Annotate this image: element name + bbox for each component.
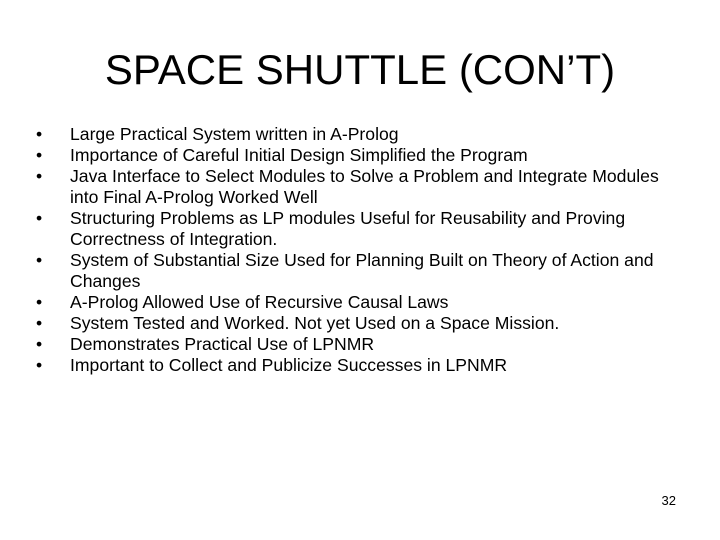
bullet-marker: •	[36, 250, 43, 270]
bullet-text: A-Prolog Allowed Use of Recursive Causal Laws	[70, 292, 449, 312]
list-item	[36, 208, 686, 250]
bullet-text: Importance of Careful Initial Design Simplified the Program	[70, 145, 528, 165]
list-item	[36, 250, 686, 292]
slide-title: SPACE SHUTTLE (CON’T)	[104, 46, 616, 93]
bullet-marker: •	[36, 292, 43, 312]
bullet-marker: •	[36, 208, 43, 228]
bullet-text: Structuring Problems as LP modules Useful for Reusability and Proving Correctness of Integration.	[70, 208, 626, 249]
bullet-marker: •	[36, 124, 43, 144]
bullet-text: Large Practical System written in A-Prolog	[70, 124, 399, 144]
bullet-list	[36, 124, 686, 376]
list-item	[36, 313, 686, 334]
bullet-text: System of Substantial Size Used for Planning Built on Theory of Action and Changes	[70, 250, 654, 291]
list-item	[36, 334, 686, 355]
list-item	[36, 292, 686, 313]
bullet-text: Demonstrates Practical Use of LPNMR	[70, 334, 375, 354]
list-item	[36, 166, 686, 208]
bullet-marker: •	[36, 355, 43, 375]
list-item	[36, 145, 686, 166]
bullet-marker: •	[36, 166, 43, 186]
bullet-text: System Tested and Worked. Not yet Used on a Space Mission.	[70, 313, 560, 333]
bullet-marker: •	[36, 334, 43, 354]
list-item	[36, 355, 686, 376]
bullet-marker: •	[36, 145, 43, 165]
page-number: 32	[661, 493, 676, 508]
list-item	[36, 124, 686, 145]
bullet-text: Important to Collect and Publicize Successes in LPNMR	[70, 355, 508, 375]
bullet-marker: •	[36, 313, 43, 333]
bullet-text: Java Interface to Select Modules to Solve a Problem and Integrate Modules into Final A-Prolog Worked Well	[70, 166, 659, 207]
